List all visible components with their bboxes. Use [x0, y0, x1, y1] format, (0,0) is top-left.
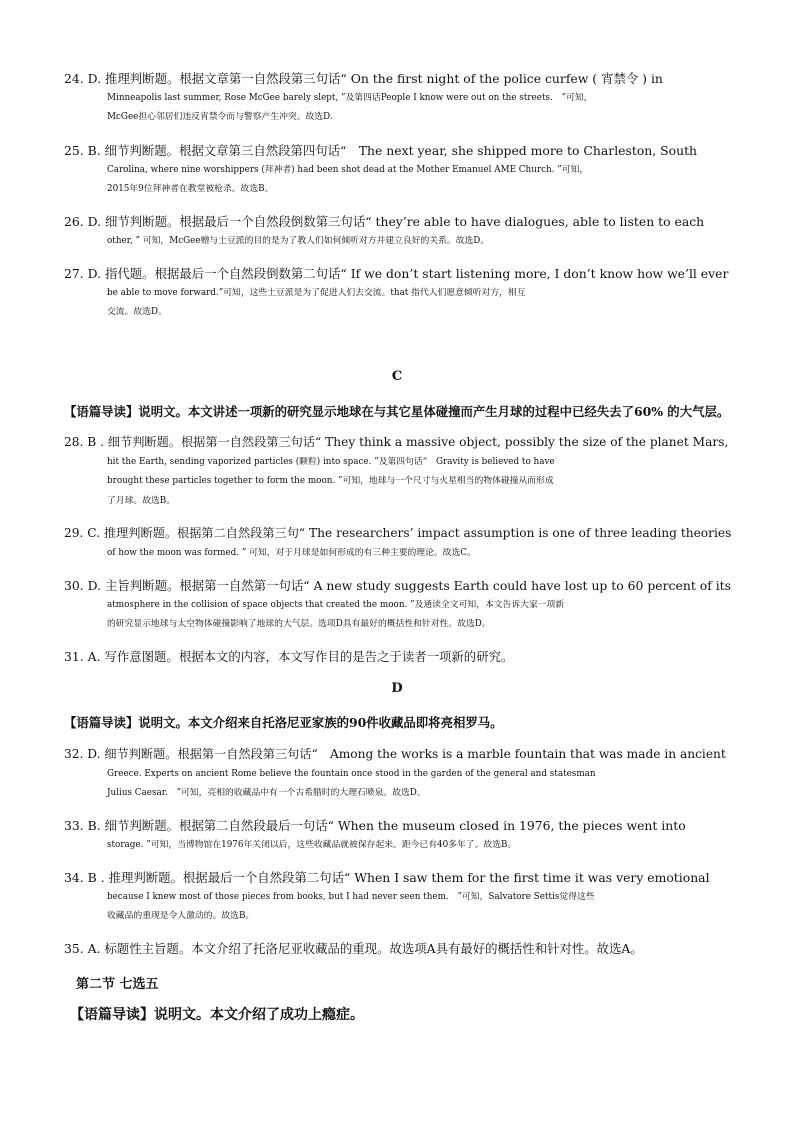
- answer-line: 24. D. 推理判断题。根据文章第一自然段第三句话“ On the first night of the police curfew ( 宵禁令 ) in: [64, 71, 663, 86]
- answer-29: [64, 524, 734, 563]
- section-c-guide: 【语篇导读】说明文。本文讲述一项新的研究显示地球在与其它星体碰撞而产生月球的过程中已经失去了60% 的大气层。: [64, 404, 730, 419]
- answer-line: brought these particles together to form the moon. ”可知，地球与一个尺寸与火星相当的物体碰撞从而形成: [107, 476, 554, 487]
- answer-line: 了月球。故选B。: [107, 495, 176, 506]
- section-d-guide: 【语篇导读】说明文。本文介绍来自托洛尼亚家族的90件收藏品即将亮相罗马。: [64, 715, 503, 730]
- answer-line: 34. B . 推理判断题。根据最后一个自然段第二句话“ When I saw them for the first time it was very emotional: [64, 870, 710, 885]
- answer-line: 33. B. 细节判断题。根据第二自然段最后一句话“ When the museum closed in 1976, the pieces went into: [64, 818, 686, 833]
- answer-26: [64, 212, 734, 251]
- part-two-guide: 【语篇导读】说明文。本文介绍了成功上瘾症。: [70, 1007, 364, 1023]
- answer-25: [64, 141, 734, 200]
- answer-line: Greece. Experts on ancient Rome believe the fountain once stood in the garden of the general and statesman: [107, 768, 596, 779]
- answer-line: hit the Earth, sending vaporized particles (颗粒) into space. ”及第四句话“ Gravity is believed to have: [107, 456, 555, 467]
- answer-line: 25. B. 细节判断题。根据文章第三自然段第四句话“ The next year, she shipped more to Charleston, South: [64, 143, 698, 158]
- section-c-heading: C: [391, 369, 403, 384]
- answer-line: 28. B . 细节判断题。根据第一自然段第三句话“ They think a massive object, possibly the size of the planet Mars,: [64, 435, 729, 449]
- answer-line: 2015年9位拜神者在教堂被枪杀。故选B。: [107, 184, 274, 195]
- answer-32: [64, 745, 734, 804]
- answer-line: 交流。故选D。: [107, 307, 167, 318]
- answer-line: Minneapolis last summer, Rose McGee barely slept, ”及第四话People I know were out on the streets. ”可知，: [107, 92, 593, 103]
- answer-28: [64, 433, 734, 511]
- answer-34: [64, 868, 734, 927]
- answer-line: McGee担心邻居们违反宵禁令而与警察产生冲突。故选D.: [107, 112, 333, 123]
- answer-24: [64, 69, 734, 128]
- answer-30: [64, 576, 734, 635]
- answer-line: 32. D. 细节判断题。根据第一自然段第三句话“ Among the works is a marble fountain that was made in ancient: [64, 747, 726, 761]
- answer-line: other, ” 可知，McGee赠与土豆派的目的是为了教人们如何倾听对方并建立良好的关系。故选D。: [107, 235, 490, 246]
- answer-line: of how the moon was formed. ” 可知，对于月球是如何形成的有三种主要的理论。故选C。: [107, 547, 476, 558]
- answer-31: [64, 647, 734, 667]
- answer-line: 35. A. 标题性主旨题。本文介绍了托洛尼亚收藏品的重现。故选项A具有最好的概括性和针对性。故选A。: [64, 941, 643, 956]
- answer-33: [64, 816, 734, 855]
- answer-line: 27. D. 指代题。根据最后一个自然段倒数第二句话“ If we don’t start listening more, I don’t know how we’ll ever: [64, 266, 729, 281]
- section-d-heading: D: [391, 681, 403, 696]
- answer-line: 收藏品的重现是令人激动的。故选B。: [107, 911, 255, 922]
- answer-line: storage. ”可知，当博物馆在1976年关闭以后，这些收藏品就被保存起来。距今已有40多年了。故选B。: [107, 839, 517, 850]
- answer-line: 26. D. 细节判断题。根据最后一个自然段倒数第三句话“ they’re able to have dialogues, able to listen to each: [64, 214, 705, 229]
- answer-line: 29. C. 推理判断题。根据第二自然段第三句“ The researchers’ impact assumption is one of three leading theories: [64, 526, 732, 540]
- answer-35: [64, 939, 734, 959]
- answer-line: 31. A. 写作意图题。根据本文的内容，本文写作目的是告之于读者一项新的研究。: [64, 649, 514, 664]
- answer-line: because I knew most of those pieces from books, but I had never seen them. ”可知，Salvatore Settis觉得这些: [107, 891, 595, 902]
- answer-line: Carolina, where nine worshippers (拜神者) had been shot dead at the Mother Emanuel AME Church. ”可知，: [107, 164, 589, 175]
- answer-line: 的研究显示地球与太空物体碰撞影响了地球的大气层。选项D具有最好的概括性和针对性。故选D。: [107, 619, 491, 630]
- answer-27: [64, 264, 734, 323]
- answer-line: 30. D. 主旨判断题。根据第一自然第一句话“ A new study suggests Earth could have lost up to 60 percent of its: [64, 578, 732, 593]
- answer-line: be able to move forward.”可知，这些土豆派是为了促进人们去交流。that 指代人们愿意倾听对方，相互: [107, 287, 526, 298]
- answer-line: atmosphere in the collision of space objects that created the moon. ”及通读全文可知，本文告诉大家一项新: [107, 599, 565, 610]
- answer-line: Julius Caesar. ”可知，亮相的收藏品中有一个古希腊时的大理石喷泉。故选D。: [107, 788, 426, 799]
- part-two-heading: 第二节 七选五: [76, 977, 159, 992]
